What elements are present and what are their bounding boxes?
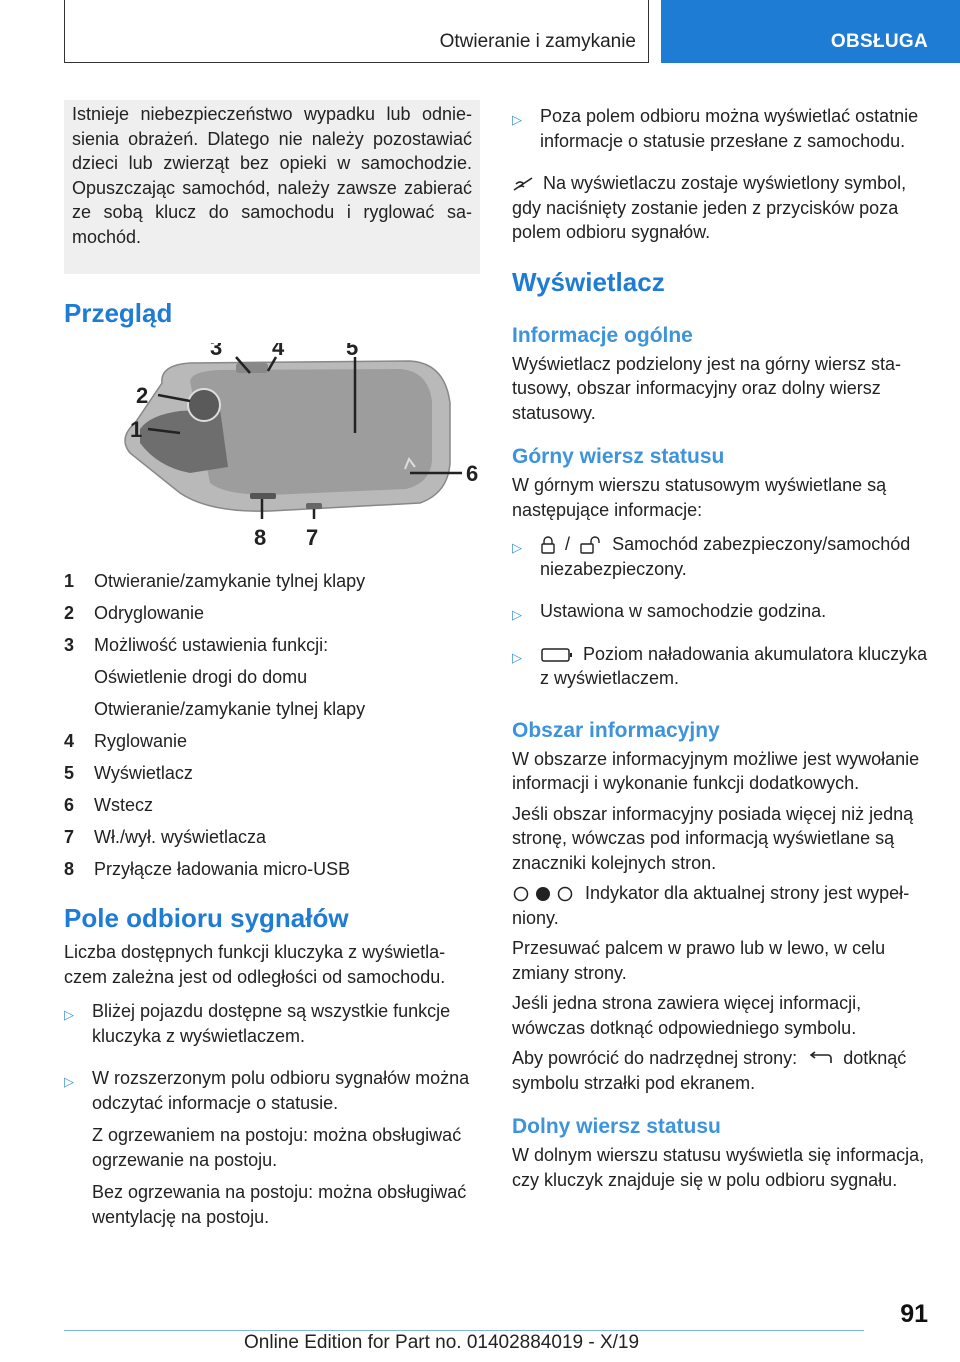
reception-heading: Pole odbioru sygnałów (64, 903, 349, 933)
reception-intro: Liczba dostępnych funkcji kluczyka z wyświetlaczem zależna jest od odległości od samochodu. (64, 942, 446, 987)
callout-5: 5 (346, 343, 359, 360)
callout-1: 1 (130, 417, 143, 442)
general-text: Wyświetlacz podzielony jest na górny wiersz statusowy, obszar informacyjny oraz dolny wiersz statusowy. (512, 353, 901, 423)
triangle-right-icon: ▷ (512, 607, 522, 622)
callout-3: 3 (210, 343, 223, 360)
legend-item: 4 Ryglowanie (64, 731, 188, 751)
footer-divider (64, 1330, 864, 1331)
info-p4: Przesuwać palcem w prawo lub w lewo, w celu zmiany strony. (512, 938, 886, 983)
list-item: ▷ Poziom naładowania akumulatora kluczyka z wyświetlaczem. (512, 642, 928, 699)
legend-item: Otwieranie/zamykanie tylnej klapy (94, 699, 366, 719)
header-section-box (64, 0, 649, 63)
triangle-right-icon: ▷ (512, 649, 522, 665)
callout-6: 6 (466, 461, 479, 486)
legend-item: 8 Przyłącze ładowania micro-USB (64, 859, 351, 879)
callout-4: 4 (272, 343, 285, 360)
legend-item: 1 Otwieranie/zamykanie tylnej klapy (64, 571, 366, 591)
legend-item: 3 Możliwość ustawienia funkcji: (64, 635, 329, 655)
legend-list (64, 565, 480, 885)
top-status-heading: Górny wiersz statusu (512, 445, 725, 468)
page-dots-icon (512, 885, 576, 903)
section-title: Otwieranie i zamykanie (439, 31, 636, 52)
bottom-status-text: W dolnym wierszu statusu wyświetla się informacja, czy kluczyk znajduje się w polu odbioru sygnału. (512, 1145, 925, 1190)
info-p3: Indykator dla aktualnej strony jest wypełniony. (512, 883, 910, 928)
list-item: ▷ / Samochód zabezpieczony/samochód niezabezpieczony. (512, 532, 928, 589)
lock-open-icon (579, 536, 603, 554)
legend-item: 5 Wyświetlacz (64, 763, 193, 783)
warning-text: Istnieje niebezpieczeństwo wypadku lub odniesienia obrażeń. Dlatego nie należy pozostawiać dzieci lub zwierząt bez opieki w samochodzie. Opuszczając samochód, należy zawsze zabierać ze sobą klucz do samochodu i ryglować samochód. (72, 104, 472, 247)
legend-item: 7 Wł./wył. wyświetlacza (64, 827, 267, 847)
page-number: 91 (900, 1300, 928, 1328)
list-item: ▷ Poza polem odbioru można wyświetlać ostatnie informacje o statusie przesłane z samochodu. (512, 104, 928, 161)
legend-item: Oświetlenie drogi do domu (94, 667, 308, 687)
lock-separator: / (565, 534, 571, 554)
triangle-right-icon: ▷ (512, 540, 522, 555)
bottom-status-heading: Dolny wiersz statusu (512, 1115, 721, 1138)
header-chapter-box (661, 0, 960, 63)
info-area-heading: Obszar informacyjny (512, 718, 720, 742)
warning-box (64, 100, 480, 274)
back-arrow-icon (806, 1051, 834, 1067)
triangle-right-icon: ▷ (64, 1074, 74, 1089)
legend-item: 2 Odryglowanie (64, 603, 205, 623)
no-signal-icon (512, 176, 534, 192)
left-column (64, 100, 480, 1247)
right-column (512, 100, 928, 1198)
list-item: ▷ Bliżej pojazdu dostępne są wszystkie funkcje kluczyka z wyświetlaczem. (64, 999, 480, 1056)
lock-closed-icon (540, 536, 556, 554)
info-p1: W obszarze informacyjnym możliwe jest wywołanie informacji i wykonanie funkcji dodatkowych. (512, 748, 920, 793)
list-item: ▷ Ustawiona w samochodzie godzina. (512, 599, 928, 632)
display-heading: Wyświetlacz (512, 266, 665, 297)
chapter-title: OBSŁUGA (830, 31, 928, 52)
battery-icon (540, 647, 574, 663)
signal-note: Na wyświetlaczu zostaje wyświetlony symbol, gdy naciśnięty zostanie jeden z przycisków poza polem odbioru sygnałów. (512, 173, 907, 242)
callout-7: 7 (306, 525, 319, 550)
general-heading: Informacje ogólne (512, 323, 693, 347)
display-key-illustration (100, 343, 484, 553)
callout-2: 2 (136, 383, 149, 408)
list-item: ▷ W rozszerzonym polu odbioru sygnałów można odczytać informacje o statusie. Z ogrzewaniem na postoju: można obsługiwać ogrzewanie na postoju. Bez ogrzewania na postoju: można obsługiwać wentylację na postoju. (64, 1066, 480, 1237)
callout-8: 8 (254, 525, 267, 550)
legend-item: 6 Wstecz (64, 795, 154, 815)
info-p6: Aby powrócić do nadrzędnej strony: dotknąć symbolu strzałki pod ekranem. (512, 1048, 907, 1093)
triangle-right-icon: ▷ (64, 1007, 74, 1022)
overview-heading: Przegląd (64, 298, 173, 328)
key-figure (100, 343, 484, 553)
triangle-right-icon: ▷ (512, 112, 522, 127)
info-p5: Jeśli jedna strona zawiera więcej informacji, wówczas dotknąć odpowiedniego symbolu. (512, 993, 862, 1038)
edition-note: Online Edition for Part no. 01402884019 - X/19 (244, 1332, 640, 1353)
info-p2: Jeśli obszar informacyjny posiada więcej niż jedną stronę, wówczas pod informacją wyświetlane są znaczniki kolejnych stron. (512, 803, 914, 873)
top-status-intro: W górnym wierszu statusowym wyświetlane są następujące informacje: (512, 475, 887, 520)
